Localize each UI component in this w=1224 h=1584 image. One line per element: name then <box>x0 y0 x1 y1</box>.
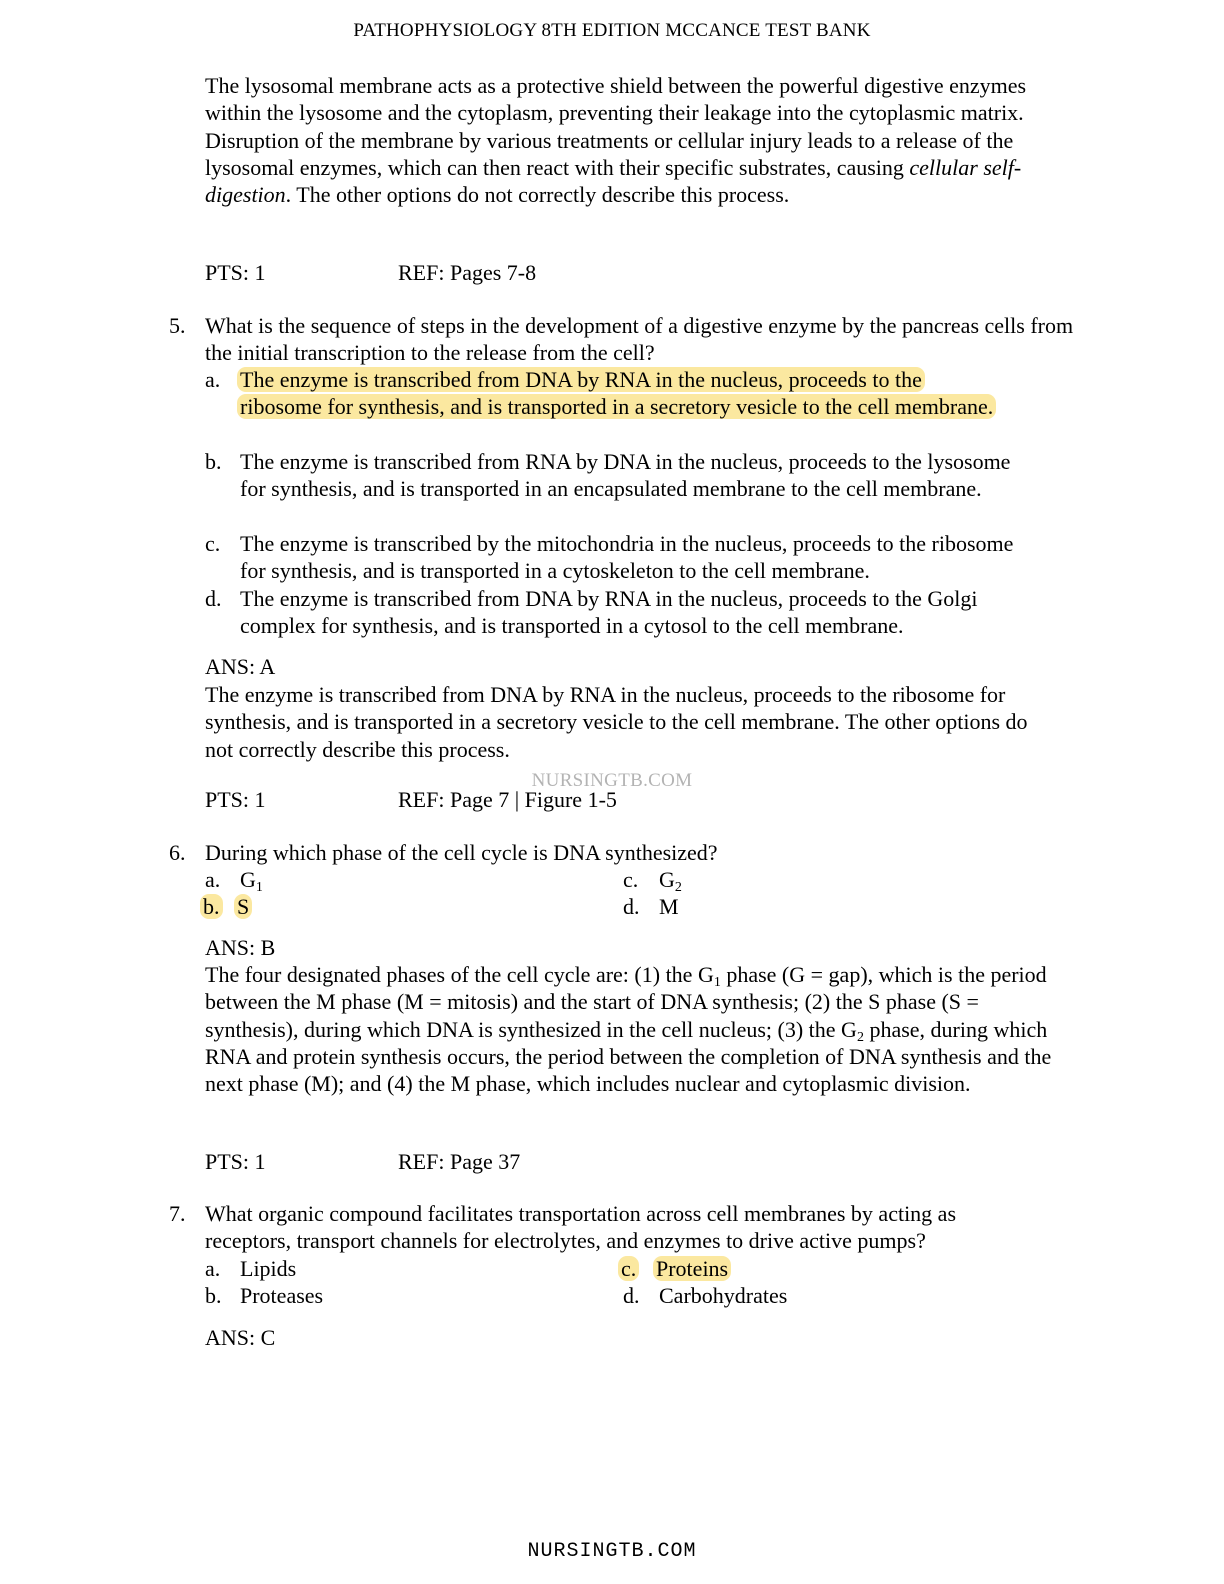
q5-option-c-letter: c. <box>205 531 221 556</box>
q7-question: What organic compound facilitates transportation across cell membranes by acting as receptors, transport channels for electrolytes, and enzymes to drive active pumps? <box>205 1201 957 1254</box>
q6-option-b[interactable] <box>234 893 252 920</box>
q5-pts: PTS: 1 <box>205 787 266 812</box>
q5-option-a-letter: a. <box>205 367 221 392</box>
q6-rationale <box>205 961 1067 1097</box>
q7-option-a-letter: a. <box>205 1256 221 1281</box>
q4-rationale-italic: cellular self-digestion <box>205 154 1022 208</box>
q6-pts: PTS: 1 <box>205 1149 266 1174</box>
q6-option-b-text: S <box>234 894 252 919</box>
q5-option-d-letter: d. <box>205 586 222 611</box>
q7-option-b[interactable]: Proteases <box>240 1283 324 1308</box>
q5-option-b-letter: b. <box>205 449 222 474</box>
q4-rationale-before: The lysosomal membrane acts as a protective shield between the powerful digestive enzymes within the lysosome and the cytoplasm, preventing their leakage into the cytoplasmic matrix. Disruption of the membrane by various treatments or cellular injury leads to a release of the lysosomal enzymes, which can then react with their specific substrates, causing <box>205 73 1027 180</box>
q5-option-a[interactable] <box>237 366 997 421</box>
q4-rationale-after: . The other options do not correctly describe this process. <box>285 182 790 208</box>
watermark: NURSINGTB.COM <box>531 770 693 791</box>
q6-rationale-part3: phase, during which RNA and protein synthesis occurs, the period between the completion of DNA synthesis and the next phase (M); and (4) the M phase, which includes nuclear and cytoplasmic division. <box>205 1016 1052 1097</box>
q7-number: 7. <box>169 1201 186 1226</box>
q6-option-d-letter: d. <box>623 894 640 919</box>
q4-rationale <box>205 72 1075 208</box>
q6-answer: ANS: B <box>205 935 276 960</box>
q6-option-a-sub: 1 <box>255 880 263 895</box>
q7-option-d-letter: d. <box>623 1283 640 1308</box>
q7-option-c-letter-text: c. <box>618 1256 639 1281</box>
q7-option-a[interactable]: Lipids <box>240 1256 297 1281</box>
q7-option-c-letter <box>618 1255 639 1282</box>
q6-rationale-sub1: 1 <box>713 975 721 990</box>
q6-rationale-sub2: 2 <box>856 1029 864 1045</box>
q6-option-c-sub: 2 <box>674 880 682 895</box>
q5-number: 5. <box>169 313 186 338</box>
q5-option-a-text: The enzyme is transcribed from DNA by RNA in the nucleus, proceeds to the ribosome for synthesis, and is transported in a secretory vesicle to the cell membrane. <box>237 367 996 419</box>
q5-option-d[interactable]: The enzyme is transcribed from DNA by RNA in the nucleus, proceeds to the Golgi complex for synthesis, and is transported in a cytosol to the cell membrane. <box>240 586 978 639</box>
q5-ref: REF: Page 7 | Figure 1-5 <box>398 787 617 812</box>
page-header: PATHOPHYSIOLOGY 8TH EDITION MCCANCE TEST BANK <box>353 20 871 41</box>
q4-pts: PTS: 1 <box>205 260 266 285</box>
q6-option-c-main: G <box>659 867 675 892</box>
q6-rationale-part1: The four designated phases of the cell cycle are: (1) the G <box>205 962 714 987</box>
q6-rationale-part2: phase (G = gap), which is the period between the M phase (M = mitosis) and the start of DNA synthesis; (2) the S phase (S = synthesis), during which DNA is synthesized in the cell nucleus; (3) the G <box>205 962 1047 1042</box>
q6-option-a-letter: a. <box>205 867 221 892</box>
q7-option-b-letter: b. <box>205 1283 222 1308</box>
q6-option-c[interactable] <box>659 866 682 893</box>
q5-option-b[interactable]: The enzyme is transcribed from RNA by DNA in the nucleus, proceeds to the lysosome for synthesis, and is transported in an encapsulated membrane to the cell membrane. <box>240 449 1011 502</box>
q4-ref: REF: Pages 7-8 <box>398 260 537 285</box>
page-footer: NURSINGTB.COM <box>527 1540 697 1563</box>
q5-question: What is the sequence of steps in the development of a digestive enzyme by the pancreas cells from the initial transcription to the release from the cell? <box>205 313 1074 366</box>
q5-rationale: The enzyme is transcribed from DNA by RNA in the nucleus, proceeds to the ribosome for synthesis, and is transported in a secretory vesicle to the cell membrane. The other options do not correctly describe this process. <box>205 682 1028 762</box>
q6-ref: REF: Page 37 <box>398 1149 521 1174</box>
q6-option-a[interactable] <box>240 866 263 893</box>
q6-option-b-letter-text: b. <box>200 894 223 919</box>
q6-option-d[interactable]: M <box>659 894 679 919</box>
q6-option-a-main: G <box>240 867 256 892</box>
q7-option-d[interactable]: Carbohydrates <box>659 1283 788 1308</box>
q5-answer: ANS: A <box>205 654 276 679</box>
q6-question: During which phase of the cell cycle is DNA synthesized? <box>205 840 718 865</box>
q6-option-c-letter: c. <box>623 867 639 892</box>
q6-option-b-letter <box>200 893 223 920</box>
q7-answer: ANS: C <box>205 1325 276 1350</box>
q6-number: 6. <box>169 840 186 865</box>
q5-option-c[interactable]: The enzyme is transcribed by the mitochondria in the nucleus, proceeds to the ribosome for synthesis, and is transported in a cytoskeleton to the cell membrane. <box>240 531 1014 584</box>
q7-option-c[interactable] <box>653 1255 731 1282</box>
q7-option-c-text: Proteins <box>653 1256 731 1281</box>
